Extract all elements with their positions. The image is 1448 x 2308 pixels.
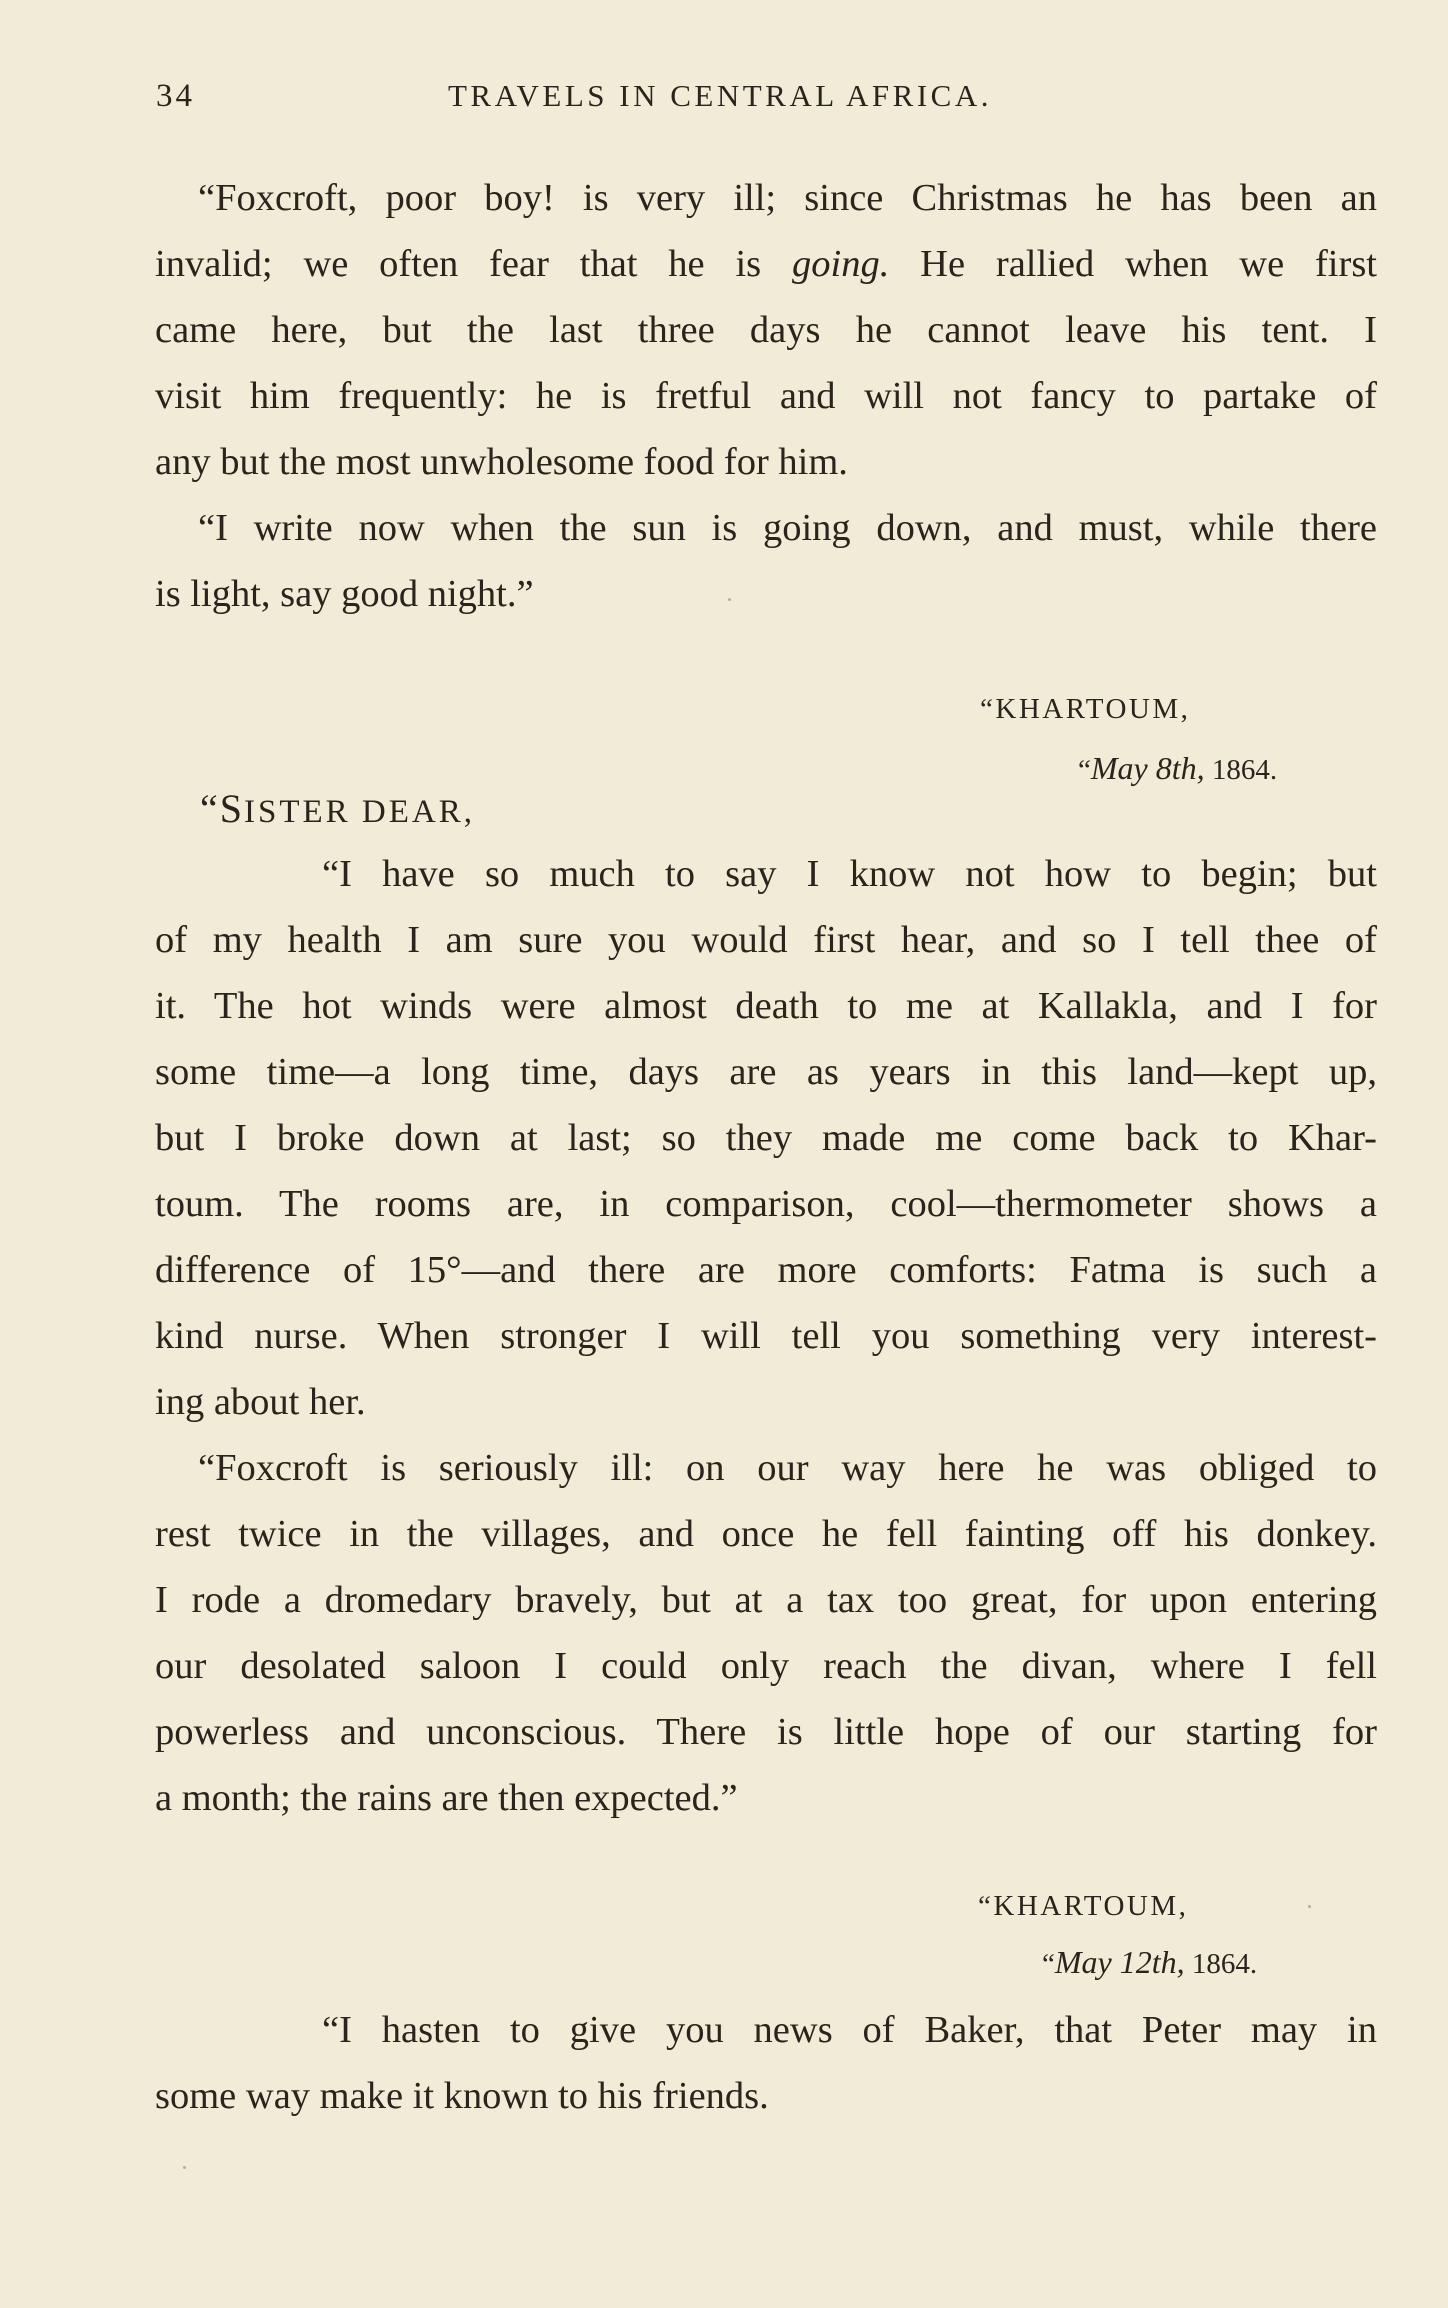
text-line: some way make it known to his friends. [155, 2075, 769, 2117]
salutation: “SISTER DEAR, [200, 786, 475, 831]
text-line: our desolated saloon I could only reach the divan, where I fell [155, 1645, 1377, 1687]
text-line: powerless and unconscious. There is little hope of our starting for [155, 1711, 1377, 1753]
text-line: kind nurse. When stronger I will tell you something very interest- [155, 1315, 1377, 1357]
text-line: “Foxcroft is seriously ill: on our way here he was obliged to [198, 1447, 1377, 1489]
text-line: toum. The rooms are, in comparison, cool—thermometer shows a [155, 1183, 1377, 1225]
running-title: TRAVELS IN CENTRAL AFRICA. [448, 78, 992, 113]
text-line: ing about her. [155, 1381, 366, 1423]
text-line: “I hasten to give you news of Baker, that Peter may in [322, 2009, 1377, 2051]
paper-speck [1308, 1905, 1311, 1908]
text-line: any but the most unwholesome food for him. [155, 441, 848, 483]
text-line: but I broke down at last; so they made me come back to Khar- [155, 1117, 1377, 1159]
text-line: came here, but the last three days he cannot leave his tent. I [155, 309, 1377, 351]
page-number: 34 [156, 78, 195, 114]
text-line: a month; the rains are then expected.” [155, 1777, 738, 1819]
text-line: is light, say good night.” [155, 573, 534, 615]
text-line: I rode a dromedary bravely, but at a tax too great, for upon entering [155, 1579, 1377, 1621]
text-line: of my health I am sure you would first hear, and so I tell thee of [155, 919, 1377, 961]
text-line: invalid; we often fear that he is going. He rallied when we first [155, 243, 1377, 285]
text-line: “Foxcroft, poor boy! is very ill; since Christmas he has been an [198, 177, 1377, 219]
text-line: some time—a long time, days are as years in this land—kept up, [155, 1051, 1377, 1093]
dateline-date: “May 12th, 1864. [1042, 1944, 1258, 1980]
text-line: visit him frequently: he is fretful and will not fancy to partake of [155, 375, 1377, 417]
text-line: “I have so much to say I know not how to begin; but [322, 853, 1377, 895]
text-line: “I write now when the sun is going down, and must, while there [198, 507, 1377, 549]
italic-word: going. [792, 243, 890, 285]
paper-speck [728, 598, 731, 601]
paper-speck [183, 2166, 186, 2169]
text-line: difference of 15°—and there are more comforts: Fatma is such a [155, 1249, 1377, 1291]
dateline-place: “KHARTOUM, [980, 693, 1191, 725]
text-line: it. The hot winds were almost death to me at Kallakla, and I for [155, 985, 1377, 1027]
text-line: rest twice in the villages, and once he fell fainting off his donkey. [155, 1513, 1377, 1555]
dateline-place: “KHARTOUM, [978, 1890, 1189, 1922]
page-header [150, 78, 1290, 128]
dateline-date: “May 8th, 1864. [1078, 750, 1278, 786]
